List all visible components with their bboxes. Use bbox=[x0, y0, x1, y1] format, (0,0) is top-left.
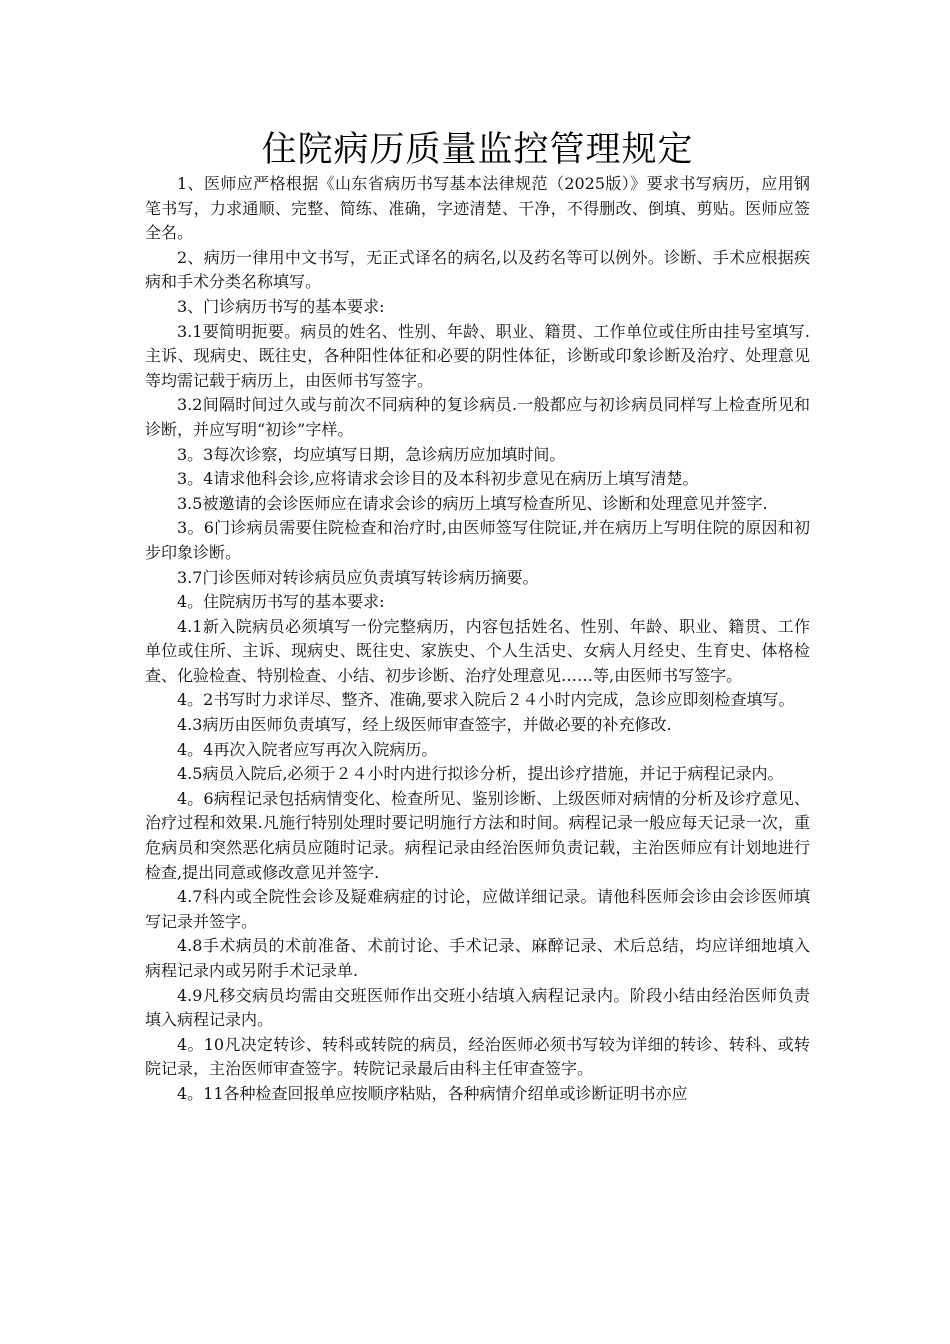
paragraph-4-4: 4。4再次入院者应写再次入院病历。 bbox=[177, 739, 438, 759]
paragraph-4-7: 4.7科内或全院性会诊及疑难病症的讨论，应做详细记录。请他科医师会诊由会诊医师填写记录并签字。 bbox=[145, 887, 810, 931]
paragraph-4-2: 4。2书写时力求详尽、整齐、准确,要求入院后２４小时内完成，急诊应即刻检查填写。 bbox=[177, 690, 795, 710]
paragraph-3-6: 3。6门诊病员需要住院检查和治疗时,由医师签写住院证,并在病历上写明住院的原因和初步印象诊断。 bbox=[145, 518, 810, 562]
paragraph-4-3: 4.3病历由医师负责填写，经上级医师审查签字，并做必要的补充修改. bbox=[177, 715, 672, 735]
paragraph-3-1: 3.1要简明扼要。病员的姓名、性别、年龄、职业、籍贯、工作单位或住所由挂号室填写.主诉、现病史、既往史，各种阳性体征和必要的阴性体征，诊断或印象诊断及治疗、处理意见等均需记载于病历上，由医师书写签字。 bbox=[145, 321, 810, 390]
paragraph-4-10: 4。10凡决定转诊、转科或转院的病员，经治医师必须书写较为详细的转诊、转科、或转院记录，主治医师审查签字。转院记录最后由科主任审查签字。 bbox=[145, 1034, 810, 1079]
paragraph-1: 1、医师应严格根据《山东省病历书写基本法律规范（2025版）》要求书写病历，应用钢笔书写，力求通顺、完整、简练、准确，字迹清楚、干净，不得删改、倒填、剪贴。医师应签全名。 bbox=[145, 174, 810, 243]
document-page bbox=[145, 128, 810, 1107]
paragraph-4-1: 4.1新入院病员必须填写一份完整病历，内容包括姓名、性别、年龄、职业、籍贯、工作单位或住所、主诉、现病史、既往史、家族史、个人生活史、女病人月经史、生育史、体格检查、化验检查、特别检查、小结、初步诊断、治疗处理意见……等,由医师书写签字。 bbox=[145, 616, 810, 685]
paragraph-2: 2、病历一律用中文书写，无正式译名的病名,以及药名等可以例外。诊断、手术应根据疾病和手术分类名称填写。 bbox=[145, 247, 810, 292]
paragraph-4: 4。住院病历书写的基本要求: bbox=[177, 592, 385, 612]
paragraph-3-5: 3.5被邀请的会诊医师应在请求会诊的病历上填写检查所见、诊断和处理意见并签字. bbox=[177, 493, 768, 513]
paragraph-4-8: 4.8手术病员的术前准备、术前讨论、手术记录、麻醉记录、术后总结，均应详细地填入病程记录内或另附手术记录单. bbox=[145, 936, 810, 980]
paragraph-3-4: 3。4请求他科会诊,应将请求会诊目的及本科初步意见在病历上填写清楚。 bbox=[177, 469, 699, 489]
paragraph-4-6: 4。6病程记录包括病情变化、检查所见、鉴别诊断、上级医师对病情的分析及诊疗意见、治疗过程和效果.凡施行特别处理时要记明施行方法和时间。病程记录一般应每天记录一次，重危病员和突然恶化病员应随时记录。病程记录由经治医师负责记载，主治医师应有计划地进行检查,提出同意或修改意见并签字. bbox=[145, 788, 810, 882]
document-title: 住院病历质量监控管理规定 bbox=[261, 130, 694, 170]
paragraph-4-5: 4.5病员入院后,必须于２４小时内进行拟诊分析，提出诊疗措施，并记于病程记录内。 bbox=[177, 764, 784, 784]
paragraph-4-9: 4.9凡移交病员均需由交班医师作出交班小结填入病程记录内。阶段小结由经治医师负责填入病程记录内。 bbox=[145, 985, 810, 1030]
paragraph-4-11: 4。11各种检查回报单应按顺序粘贴，各种病情介绍单或诊断证明书亦应 bbox=[177, 1083, 688, 1103]
paragraph-3-2: 3.2间隔时间过久或与前次不同病种的复诊病员.一般都应与初诊病员同样写上检查所见和诊断，并应写明“初诊”字样。 bbox=[145, 395, 810, 439]
paragraph-3-3: 3。3每次诊察，均应填写日期，急诊病历应加填时间。 bbox=[177, 444, 566, 464]
paragraph-3-7: 3.7门诊医师对转诊病员应负责填写转诊病历摘要。 bbox=[177, 567, 539, 587]
paragraph-3: 3、门诊病历书写的基本要求: bbox=[177, 296, 385, 316]
document-body bbox=[145, 172, 810, 1107]
